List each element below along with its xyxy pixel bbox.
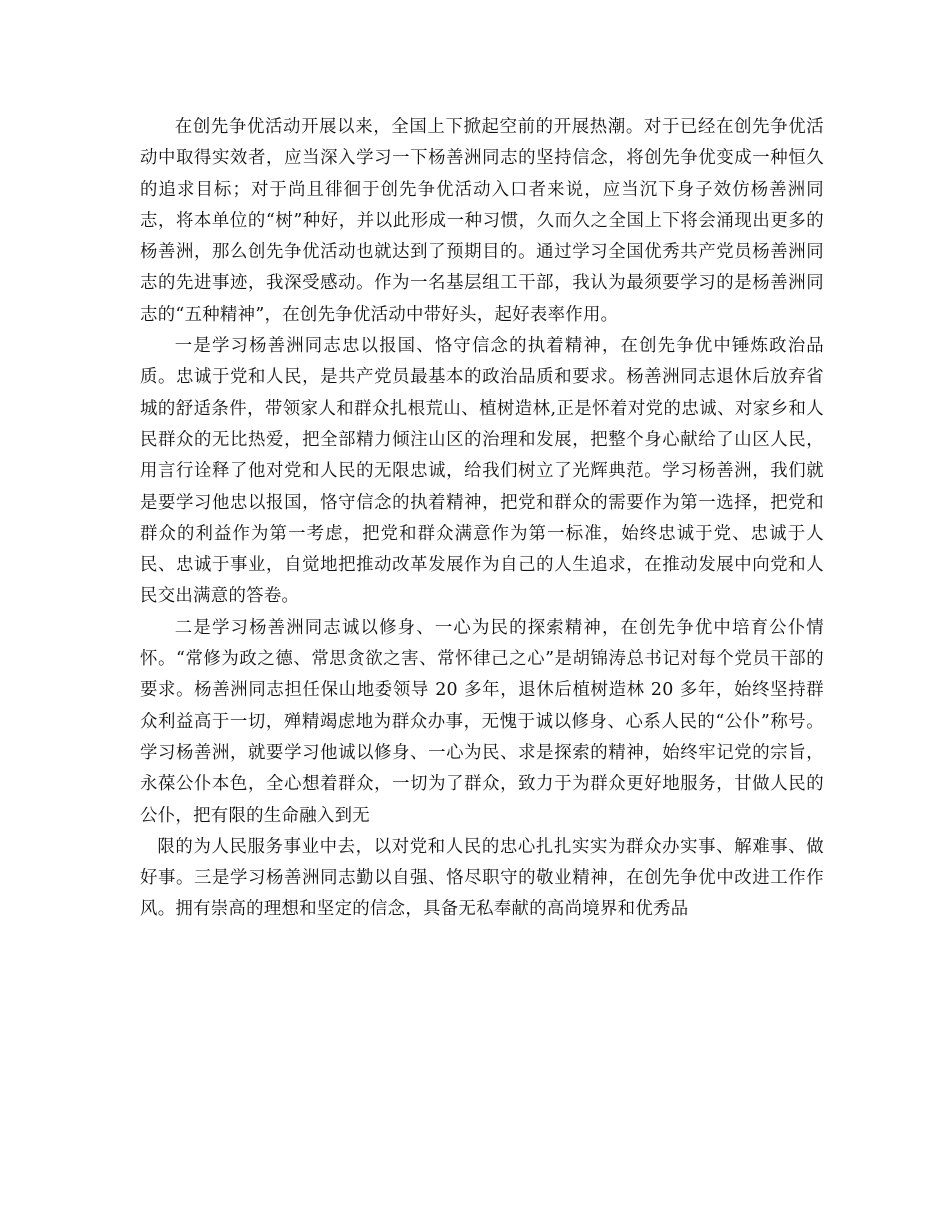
paragraph-intro: 在创先争优活动开展以来，全国上下掀起空前的开展热潮。对于已经在创先争优活动中取得实效者，应当深入学习一下杨善洲同志的坚持信念，将创先争优变成一种恒久的追求目标；对于尚且徘徊于创先争优活动入口者来说，应当沉下身子效仿杨善洲同志，将本单位的“树”种好，并以此形成一种习惯，久而久之全国上下将会涌现出更多的杨善洲，那么创先争优活动也就达到了预期目的。通过学习全国优秀共产党员杨善洲同志的先进事迹，我深受感动。作为一名基层组工干部，我认为最须要学习的是杨善洲同志的“五种精神”，在创先争优活动中带好头，起好表率作用。 [140,117,824,325]
document-body [140,112,824,926]
paragraph-spirit-three: 限的为人民服务事业中去，以对党和人民的忠心扎扎实实为群众办实事、解难事、做好事。三是学习杨善洲同志勤以自强、恪尽职守的敬业精神，在创先争优中改进工作作风。拥有崇高的理想和坚定的信念，具备无私奉献的高尚境界和优秀品 [140,836,824,920]
paragraph-spirit-one: 一是学习杨善洲同志忠以报国、恪守信念的执着精神，在创先争优中锤炼政治品质。忠诚于党和人民，是共产党员最基本的政治品质和要求。杨善洲同志退休后放弃省城的舒适条件，带领家人和群众扎根荒山、植树造林,正是怀着对党的忠诚、对家乡和人民群众的无比热爱，把全部精力倾注山区的治理和发展，把整个身心献给了山区人民，用言行诠释了他对党和人民的无限忠诚，给我们树立了光辉典范。学习杨善洲，我们就是要学习他忠以报国，恪守信念的执着精神，把党和群众的需要作为第一选择，把党和群众的利益作为第一考虑，把党和群众满意作为第一标准，始终忠诚于党、忠诚于人民、忠诚于事业，自觉地把推动改革发展作为自己的人生追求，在推动发展中向党和人民交出满意的答卷。 [140,336,824,607]
paragraph-spirit-two: 二是学习杨善洲同志诚以修身、一心为民的探索精神，在创先争优中培育公仆情怀。“常修为政之德、常思贪欲之害、常怀律己之心”是胡锦涛总书记对每个党员干部的要求。杨善洲同志担任保山地委领导 20 多年，退休后植树造林 20 多年，始终坚持群众利益高于一切，殚精竭虑地为群众办事，无愧于诚以修身、心系人民的“公仆”称号。学习杨善洲，就要学习他诚以修身、一心为民、求是探索的精神，始终牢记党的宗旨，永葆公仆本色，全心想着群众，一切为了群众，致力于为群众更好地服务，甘做人民的公仆，把有限的生命融入到无 [140,617,824,826]
